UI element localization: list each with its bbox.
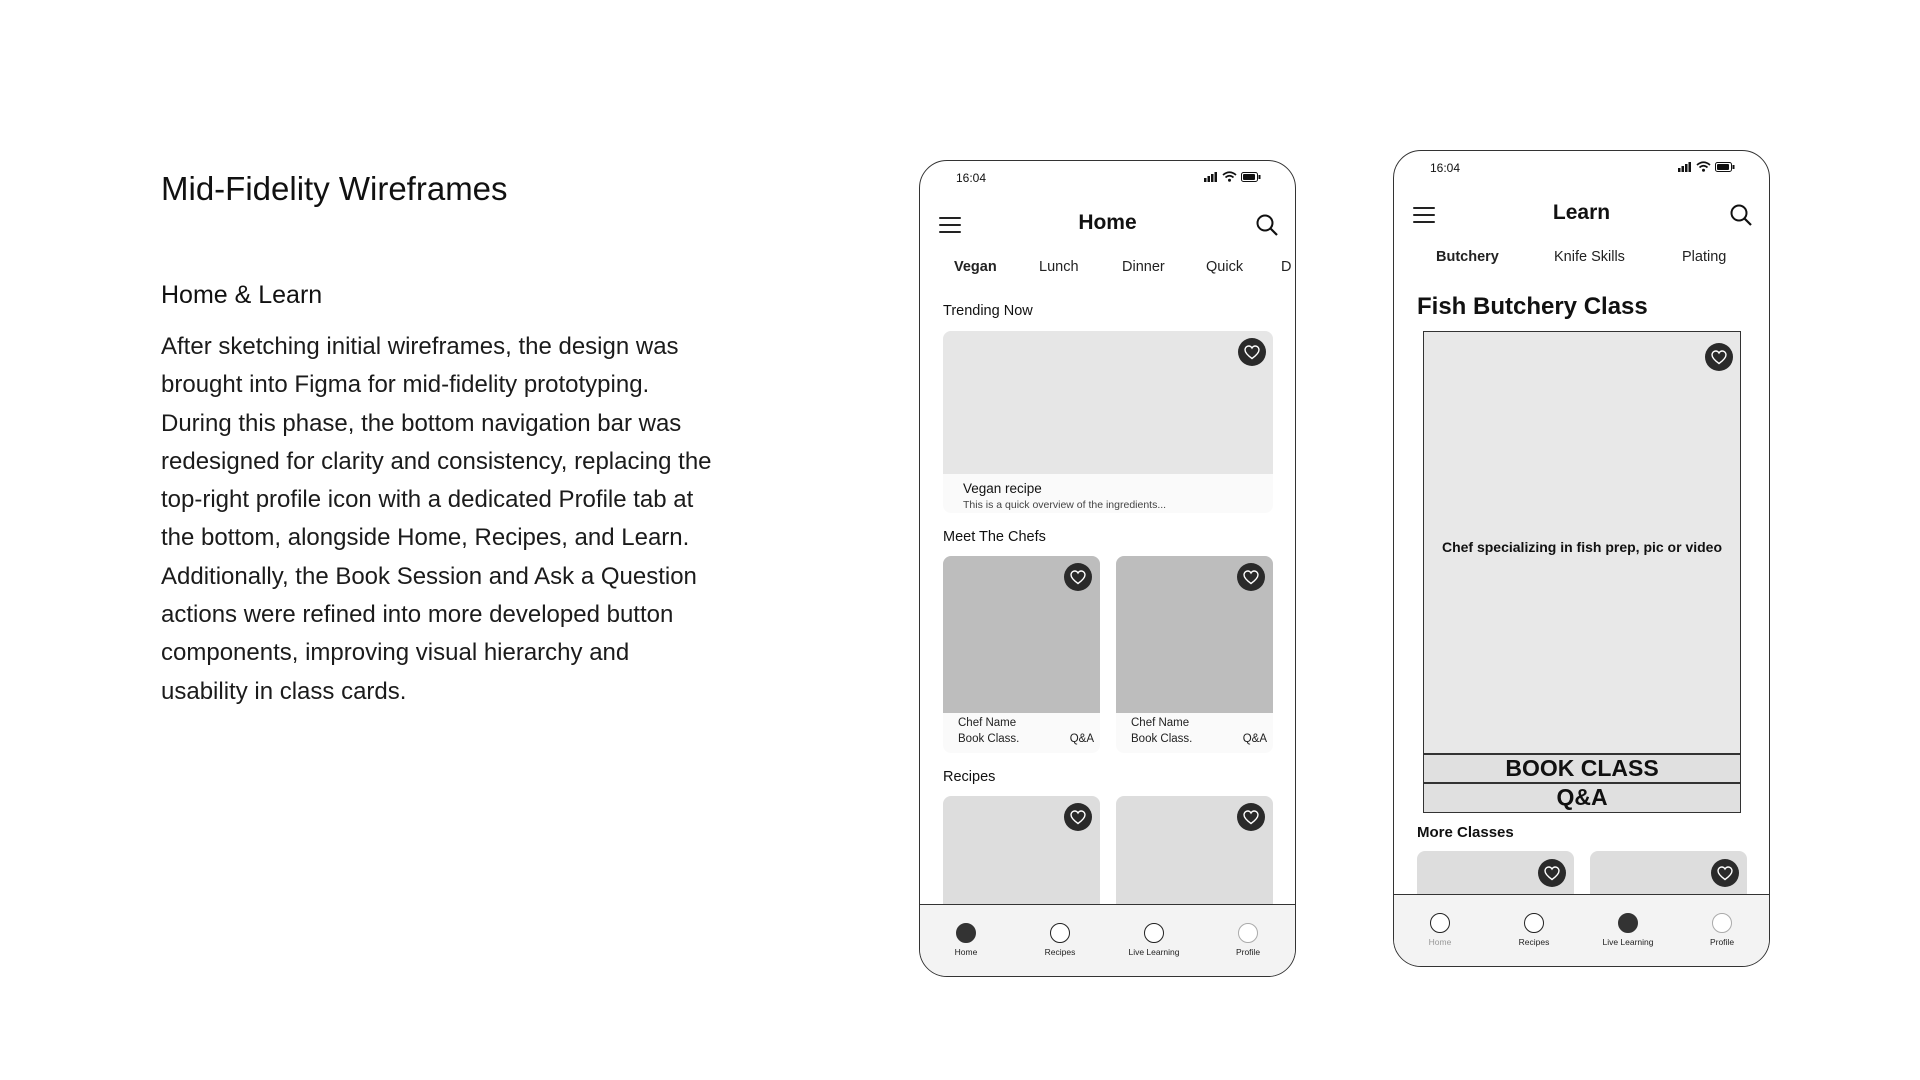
wifi-icon xyxy=(1222,171,1237,182)
page-title: Learn xyxy=(1552,201,1611,224)
bottom-nav xyxy=(920,904,1295,976)
search-icon[interactable] xyxy=(1729,203,1753,227)
heart-icon[interactable] xyxy=(1237,803,1265,831)
tab-dinner[interactable]: Dinner xyxy=(1122,259,1165,275)
nav-label: Recipes xyxy=(1044,947,1076,957)
nav-item-home[interactable] xyxy=(1400,913,1480,947)
heart-icon[interactable] xyxy=(1711,859,1739,887)
tab-knife-skills[interactable]: Knife Skills xyxy=(1554,249,1625,265)
profile-icon xyxy=(1712,913,1732,933)
class-tabs xyxy=(1394,249,1769,273)
signal-icon xyxy=(1204,172,1218,182)
nav-item-recipes[interactable] xyxy=(1494,913,1574,947)
home-icon xyxy=(1430,913,1450,933)
heart-icon[interactable] xyxy=(1237,563,1265,591)
page-title: Home xyxy=(1078,211,1137,234)
recipe-card[interactable] xyxy=(1116,796,1273,916)
search-icon[interactable] xyxy=(1255,213,1279,237)
battery-icon xyxy=(1241,172,1261,182)
trending-image xyxy=(943,331,1273,474)
heart-icon[interactable] xyxy=(1064,563,1092,591)
qa-button[interactable]: Q&A xyxy=(1423,783,1741,813)
nav-label: Live Learning xyxy=(1602,937,1654,947)
chefs-label: Meet The Chefs xyxy=(943,529,1046,545)
qa-link[interactable]: Q&A xyxy=(1069,733,1094,745)
live-learning-icon xyxy=(1618,913,1638,933)
battery-icon xyxy=(1715,162,1735,172)
recipes-icon xyxy=(1050,923,1070,943)
heart-icon[interactable] xyxy=(1238,338,1266,366)
nav-label: Live Learning xyxy=(1128,947,1180,957)
nav-label: Profile xyxy=(1709,937,1735,947)
chef-card[interactable] xyxy=(1116,556,1273,753)
recipes-label: Recipes xyxy=(943,769,996,785)
more-classes-label: More Classes xyxy=(1417,824,1514,841)
nav-label: Recipes xyxy=(1518,937,1550,947)
tab-d[interactable]: D xyxy=(1281,259,1292,275)
profile-icon xyxy=(1238,923,1258,943)
tab-quick[interactable]: Quick xyxy=(1206,259,1244,275)
section-title: Home & Learn xyxy=(161,281,323,309)
trending-card-description: This is a quick overview of the ingredients... xyxy=(963,499,1167,511)
book-class-link[interactable]: Book Class. xyxy=(958,733,1020,745)
bottom-nav xyxy=(1394,894,1769,966)
class-title: Fish Butchery Class xyxy=(1417,293,1648,320)
recipe-card[interactable] xyxy=(943,796,1100,916)
home-phone-frame xyxy=(919,160,1296,977)
heart-icon[interactable] xyxy=(1705,343,1733,371)
chef-name: Chef Name xyxy=(958,717,1017,729)
home-icon xyxy=(956,923,976,943)
status-icons xyxy=(1678,161,1735,172)
nav-label: Home xyxy=(954,947,978,957)
nav-item-profile[interactable] xyxy=(1208,923,1288,957)
nav-item-profile[interactable] xyxy=(1682,913,1762,947)
learn-header xyxy=(1394,197,1769,233)
trending-card-title: Vegan recipe xyxy=(963,481,1042,496)
book-class-link[interactable]: Book Class. xyxy=(1131,733,1193,745)
qa-link[interactable]: Q&A xyxy=(1242,733,1267,745)
recipes-icon xyxy=(1524,913,1544,933)
status-icons xyxy=(1204,171,1261,182)
tab-butchery[interactable]: Butchery xyxy=(1436,249,1499,265)
book-class-button[interactable]: BOOK CLASS xyxy=(1423,754,1741,783)
category-tabs xyxy=(920,259,1295,283)
heart-icon[interactable] xyxy=(1538,859,1566,887)
tab-vegan[interactable]: Vegan xyxy=(954,259,997,275)
nav-label: Profile xyxy=(1235,947,1261,957)
class-video[interactable] xyxy=(1423,331,1741,754)
nav-item-recipes[interactable] xyxy=(1020,923,1100,957)
nav-label: Home xyxy=(1428,937,1452,947)
nav-item-home[interactable] xyxy=(926,923,1006,957)
nav-item-live-learning[interactable] xyxy=(1114,923,1194,957)
signal-icon xyxy=(1678,162,1692,172)
tab-lunch[interactable]: Lunch xyxy=(1039,259,1079,275)
live-learning-icon xyxy=(1144,923,1164,943)
learn-phone-frame xyxy=(1393,150,1770,967)
wifi-icon xyxy=(1696,161,1711,172)
status-time: 16:04 xyxy=(956,171,987,185)
chef-name: Chef Name xyxy=(1131,717,1190,729)
slide-title: Mid-Fidelity Wireframes xyxy=(161,170,508,207)
chef-card[interactable] xyxy=(943,556,1100,753)
tab-plating[interactable]: Plating xyxy=(1682,249,1727,265)
trending-card[interactable] xyxy=(943,331,1273,513)
status-time: 16:04 xyxy=(1430,161,1461,175)
slide-body-text: After sketching initial wireframes, the design was brought into Figma for mid-fidelity prototyping. During this phase, the bottom navigation bar was redesigned for clarity and consistency, replacing the top-right profile icon with a dedicated Profile tab at the bottom, alongside Home, Recipes, and Learn. Additionally, the Book Session and Ask a Question actions were refined into more developed button components, improving visual hierarchy and usability in class cards. xyxy=(161,333,712,705)
home-header xyxy=(920,207,1295,243)
nav-item-live-learning[interactable] xyxy=(1588,913,1668,947)
heart-icon[interactable] xyxy=(1064,803,1092,831)
video-caption: Chef specializing in fish prep, pic or video xyxy=(1441,539,1723,555)
trending-label: Trending Now xyxy=(943,303,1033,319)
